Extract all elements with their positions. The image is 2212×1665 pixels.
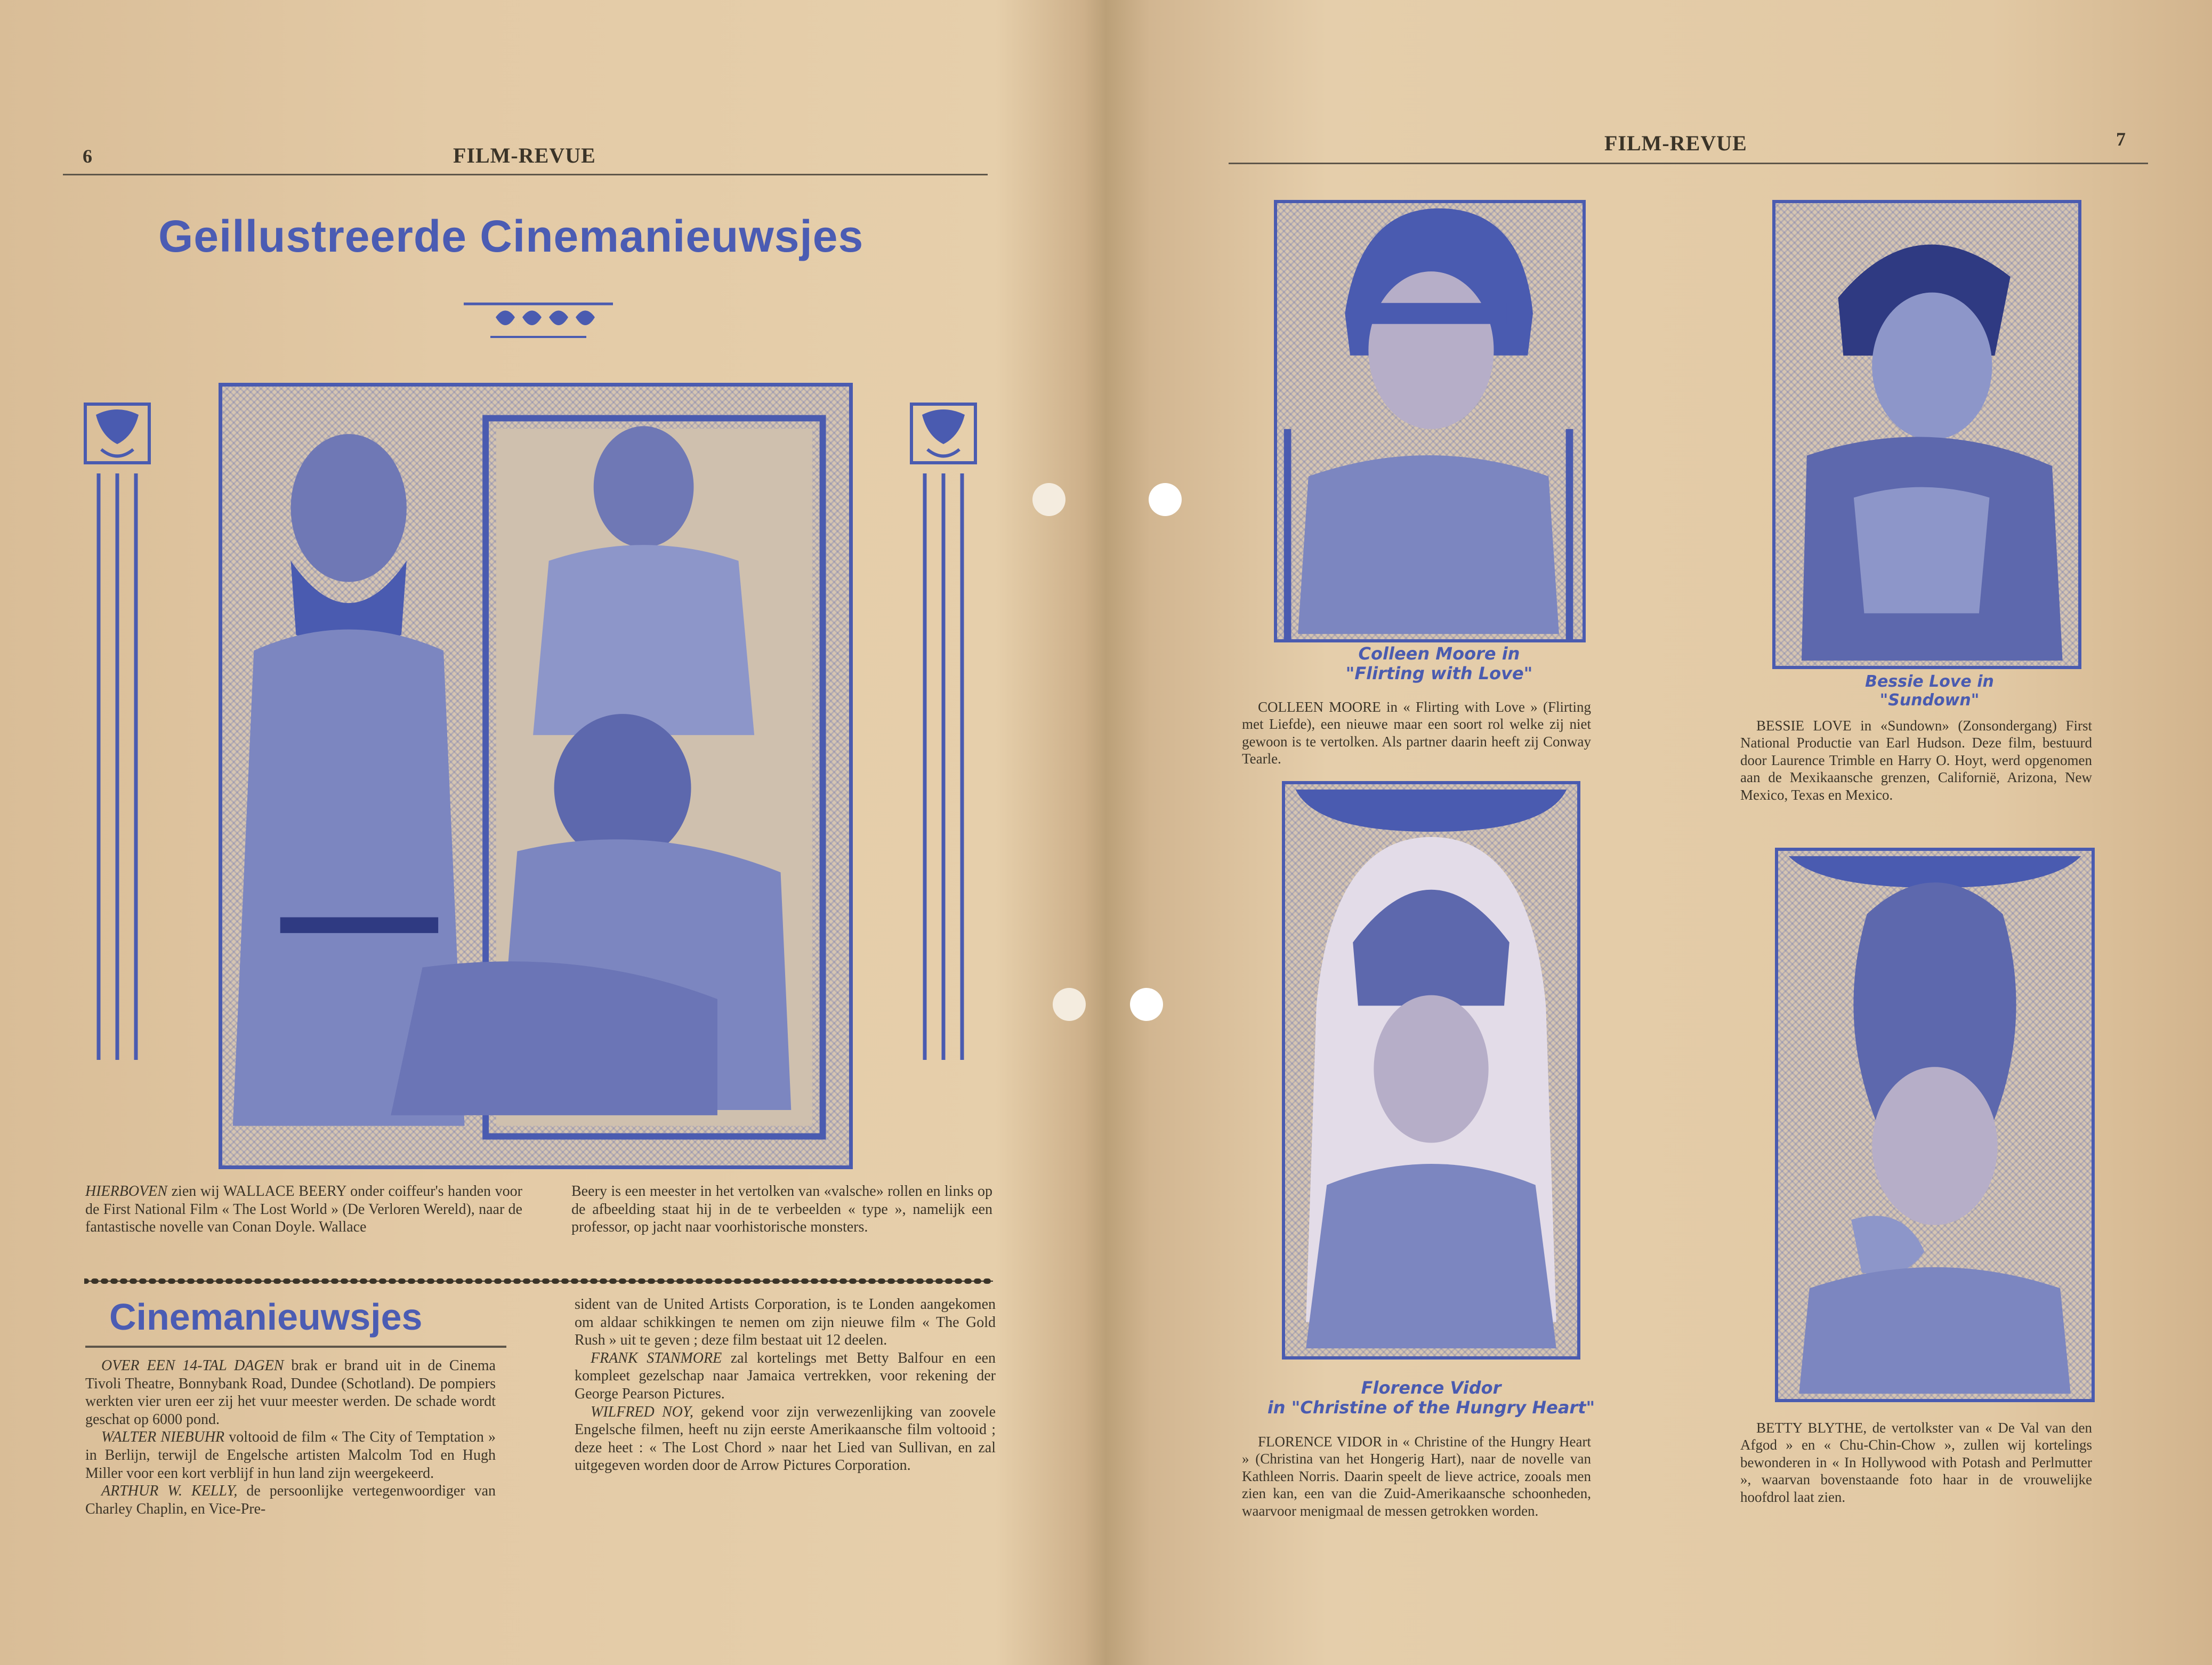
script-line: Bessie Love in "Sundown"	[1865, 672, 1994, 710]
news-text: voltooid de film « The City of Temptation » in Berlijn, terwijl de Engelsche artisten Malcolm Tod en Hugh Miller voor een kort verblijf in hun land zijn weergekeerd.	[85, 1429, 496, 1482]
portrait-lead: BETTY BLYTHE,	[1756, 1420, 1867, 1436]
page-headline: Geillustreerde Cinemanieuwsjes	[158, 211, 864, 261]
feature-caption-col1	[85, 1183, 522, 1236]
news-lead: OVER EEN 14-TAL DAGEN	[101, 1357, 284, 1374]
running-head: FILM-REVUE	[453, 143, 596, 167]
script-line: in "Christine of the Hungry Heart"	[1267, 1397, 1595, 1418]
art-nouveau-ornament-icon	[901, 399, 986, 1065]
portrait-text: de vertolkster van « De Val van den Afgod » en « Chu-Chin-Chow », zullen wij kortelings bewonderen in « In Hollywood with Potash and Perlmutter », waarvan bovenstaande foto haar in de vrouwelijke hoofdrol laat zien.	[1740, 1420, 2093, 1505]
colleen-moore-caption	[1242, 698, 1591, 768]
feature-caption-col2	[571, 1183, 992, 1236]
news-text: zal kortelings met Betty Balfour en een kompleet gezelschap naar Jamaica vertrekken, voor rekening der George Pearson Pictures.	[575, 1349, 996, 1402]
news-column-2	[575, 1296, 996, 1475]
florence-vidor-script-caption	[1266, 1378, 1596, 1418]
wallace-beery-photo	[219, 383, 853, 1169]
colleen-moore-script-caption	[1335, 644, 1543, 683]
news-lead: ARTHUR W. KELLY,	[101, 1483, 238, 1500]
news-lead: WILFRED NOY,	[591, 1403, 693, 1420]
bessie-love-photo	[1772, 200, 2081, 669]
news-lead: FRANK STANMORE	[591, 1349, 722, 1366]
script-line: Colleen Moore in	[1358, 644, 1520, 664]
art-nouveau-ornament-icon	[75, 399, 160, 1065]
news-column-1	[85, 1357, 496, 1518]
betty-blythe-photo	[1775, 848, 2095, 1402]
header-rule	[1229, 163, 2148, 164]
bessie-love-script-caption	[1815, 673, 2044, 710]
portrait-lead: BESSIE LOVE	[1756, 718, 1852, 734]
news-lead: WALTER NIEBUHR	[101, 1429, 225, 1446]
section-subhead: Cinemanieuwsjes	[109, 1296, 423, 1338]
portrait-text: in «Sundown» (Zonsondergang) First National Productie van Earl Hudson. Deze film, bestuurd door Laurence Trimble en Harry O. Hoyt, werd opgenomen aan de Mexikaansche grenzen, Californië, Arizona, New Mexico, Texas en Mexico.	[1740, 718, 2093, 803]
caption-text: zien wij WALLACE BEERY onder coiffeur's handen voor de First National Film « The Lost World » (De Verloren Wereld), naar de fantastische novelle van Conan Doyle. Wallace	[85, 1183, 522, 1236]
ornament-icon	[458, 293, 618, 347]
portrait-lead: FLORENCE VIDOR	[1258, 1434, 1383, 1450]
subhead-rule	[85, 1346, 506, 1348]
florence-vidor-photo	[1282, 781, 1580, 1360]
news-text: brak er brand uit in de Cinema Tivoli Theatre, Bonnybank Road, Dundee (Schotland). De pompiers werkten vier uren eer zij het vuur meester werden. De schade wordt geschat op 6000 pond.	[85, 1357, 496, 1428]
script-line: Florence Vidor	[1361, 1378, 1501, 1398]
page-number: 6	[83, 146, 92, 167]
running-head: FILM-REVUE	[1604, 131, 1747, 155]
dotted-divider	[84, 1273, 993, 1289]
header-rule	[63, 174, 988, 175]
script-line: "Flirting with Love"	[1345, 663, 1533, 683]
portrait-lead: COLLEEN MOORE	[1258, 699, 1381, 715]
portrait-text: in « Flirting with Love » (Flirting met Liefde), een nieuwe maar een soort rol welke zij niet gewoon is te vertolken. Als partner daarin heeft zij Conway Tearle.	[1242, 699, 1592, 767]
betty-blythe-caption	[1740, 1419, 2092, 1506]
bessie-love-caption	[1740, 717, 2092, 803]
news-text: sident van de United Artists Corporation, is te Londen aangekomen om aldaar schikkingen te nemen om zijn nieuwe film « The Gold Rush » uit te geven ; deze film bestaat uit 12 deelen.	[575, 1296, 996, 1349]
right-page	[1106, 0, 2212, 1665]
caption-text: Beery is een meester in het vertolken van «valsche» rollen en links op de afbeelding staat hij in de te verbeelden « type », namelijk een professor, op jacht naar voorhistorische monsters.	[571, 1183, 992, 1236]
news-text: de persoonlijke vertegenwoordiger van Charley Chaplin, en Vice-Pre-	[85, 1483, 496, 1517]
news-text: gekend voor zijn verwezenlijking van zoovele Engelsche filmen, heeft nu zijn eerste Amerikaansche film voltooid ; deze heet : « The Lost Chord » naar het Lied van Sullivan, en zal uitgegeven worden door de Arrow Pictures Corporation.	[575, 1403, 996, 1474]
florence-vidor-caption	[1242, 1433, 1591, 1519]
caption-lead: HIERBOVEN	[85, 1183, 167, 1200]
colleen-moore-photo	[1274, 200, 1586, 642]
page-number: 7	[2116, 128, 2126, 150]
portrait-text: in « Christine of the Hungry Heart » (Christina van het Hongerig Hart), naar de novelle van Kathleen Norris. Daarin speelt de lieve actrice, zooals men zien kan, een van die Zuid-Amerikaansche schoonheden, waarvoor menigmaal de messen getrokken worden.	[1242, 1434, 1591, 1519]
